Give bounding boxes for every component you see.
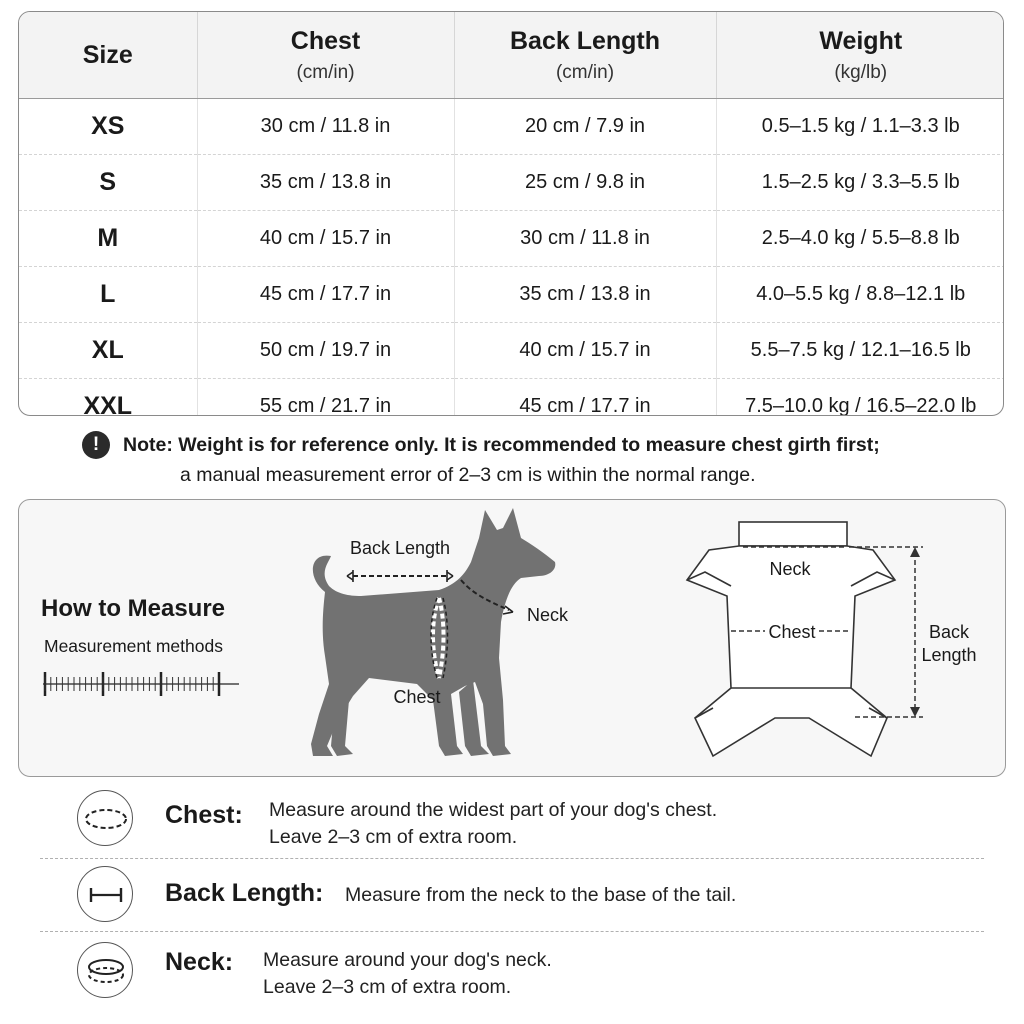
instruction-back-length bbox=[0, 866, 1024, 926]
garment-label-neck: Neck bbox=[769, 559, 811, 579]
weight-cell: 5.5–7.5 kg / 12.1–16.5 lb bbox=[716, 323, 1004, 379]
chest-cell: 30 cm / 11.8 in bbox=[197, 99, 454, 155]
instruction-neck bbox=[0, 942, 1024, 1004]
chest-cell: 45 cm / 17.7 in bbox=[197, 267, 454, 323]
size-cell: XXL bbox=[83, 392, 133, 416]
back-length-cell: 25 cm / 9.8 in bbox=[454, 155, 716, 211]
header-chest: Chest (cm/in) bbox=[197, 12, 454, 99]
back-length-cell: 20 cm / 7.9 in bbox=[454, 99, 716, 155]
header-back-length: Back Length (cm/in) bbox=[454, 12, 716, 99]
weight-cell: 7.5–10.0 kg / 16.5–22.0 lb bbox=[716, 379, 1004, 417]
table-row bbox=[19, 379, 1004, 417]
garment-label-length: Length bbox=[921, 645, 977, 665]
how-to-measure-panel bbox=[18, 499, 1006, 777]
dog-label-back-length: Back Length bbox=[349, 538, 451, 558]
back-length-cell: 40 cm / 15.7 in bbox=[454, 323, 716, 379]
chest-cell: 40 cm / 15.7 in bbox=[197, 211, 454, 267]
table-row bbox=[19, 155, 1004, 211]
divider bbox=[40, 931, 984, 932]
weight-cell: 1.5–2.5 kg / 3.3–5.5 lb bbox=[716, 155, 1004, 211]
size-cell: XS bbox=[19, 99, 197, 155]
header-size: Size bbox=[19, 12, 197, 99]
instruction-label: Neck: bbox=[165, 948, 234, 976]
size-cell: XL bbox=[19, 323, 197, 379]
weight-cell: 4.0–5.5 kg / 8.8–12.1 lb bbox=[716, 267, 1004, 323]
chest-cell: 50 cm / 19.7 in bbox=[197, 323, 454, 379]
table-row bbox=[19, 323, 1004, 379]
back-length-cell: 35 cm / 13.8 in bbox=[454, 267, 716, 323]
dog-label-chest: Chest bbox=[393, 687, 441, 707]
divider bbox=[40, 858, 984, 859]
table-header-row bbox=[19, 12, 1004, 99]
size-cell: M bbox=[19, 211, 197, 267]
note-text-line2: a manual measurement error of 2–3 cm is within the normal range. bbox=[180, 464, 756, 486]
measurement-diagram bbox=[19, 500, 1005, 776]
header-weight: Weight (kg/lb) bbox=[716, 12, 1004, 99]
garment-label-back: Back bbox=[928, 622, 970, 642]
size-cell: L bbox=[19, 267, 197, 323]
neck-loop-icon bbox=[77, 942, 133, 998]
how-to-measure-title: How to Measure bbox=[41, 595, 226, 622]
instruction-label: Chest: bbox=[165, 801, 243, 829]
instruction-chest bbox=[0, 788, 1024, 850]
size-cell: S bbox=[19, 155, 197, 211]
chest-loop-icon bbox=[77, 790, 133, 846]
table-row bbox=[19, 99, 1004, 155]
garment-label-chest: Chest bbox=[768, 622, 816, 642]
instruction-label: Back Length: bbox=[165, 879, 324, 907]
chest-cell: 55 cm / 21.7 in bbox=[197, 379, 454, 417]
back-length-cell: 45 cm / 17.7 in bbox=[454, 379, 716, 417]
exclamation-icon: ! bbox=[82, 431, 110, 459]
dog-label-neck: Neck bbox=[527, 605, 569, 625]
note-text-line1: Note: Weight is for reference only. It is recommended to measure chest girth first; bbox=[123, 434, 880, 456]
measurement-methods-subtitle: Measurement methods bbox=[44, 636, 223, 656]
chest-cell: 35 cm / 13.8 in bbox=[197, 155, 454, 211]
size-chart-table bbox=[18, 11, 1004, 416]
weight-cell: 2.5–4.0 kg / 5.5–8.8 lb bbox=[716, 211, 1004, 267]
instruction-text: Measure from the neck to the base of the tail. bbox=[345, 884, 737, 906]
instruction-text: Measure around the widest part of your dog's chest. Leave 2–3 cm of extra room. bbox=[269, 799, 718, 848]
back-length-icon bbox=[77, 866, 133, 922]
table-row bbox=[19, 267, 1004, 323]
instruction-text: Measure around your dog's neck. Leave 2–3 cm of extra room. bbox=[263, 949, 552, 998]
back-length-cell: 30 cm / 11.8 in bbox=[454, 211, 716, 267]
table-row bbox=[19, 211, 1004, 267]
weight-cell: 0.5–1.5 kg / 1.1–3.3 lb bbox=[716, 99, 1004, 155]
